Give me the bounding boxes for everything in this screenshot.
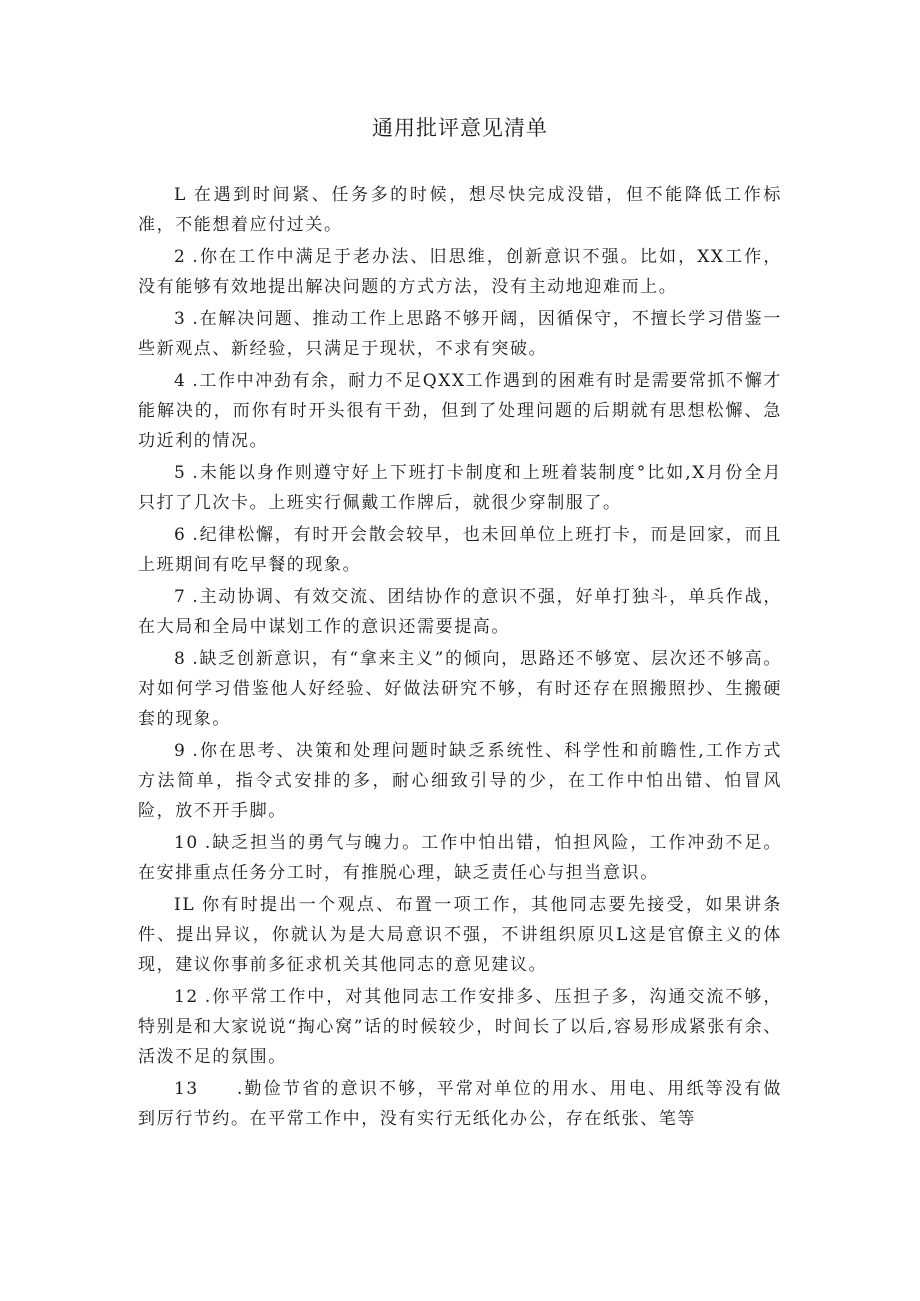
list-item	[138, 520, 782, 580]
document-title: 通用批评意见清单	[372, 116, 548, 140]
item-text: .主动协调、有效交流、团结协作的意识不强，好单打独斗，单兵作战，在大局和全局中谋划工作的意识还需要提高。	[138, 587, 782, 637]
item-text: .你平常工作中，对其他同志工作安排多、压担子多，沟通交流不够，特别是和大家说说“掏心窝”话的时候较少，时间长了以后,容易形成紧张有余、活泼不足的氛围。	[138, 987, 782, 1067]
list-item	[138, 890, 782, 980]
list-item	[138, 982, 782, 1072]
item-text: .你在思考、决策和处理问题时缺乏系统性、科学性和前瞻性,工作方式方法简单，指令式安排的多，耐心细致引导的少，在工作中怕出错、怕冒风险，放不开手脚。	[138, 741, 782, 821]
item-text: .在解决问题、推动工作上思路不够开阔，因循保守，不擅长学习借鉴一些新观点、新经验，只满足于现状，不求有突破。	[138, 309, 782, 359]
list-item	[138, 366, 782, 456]
item-text: 在遇到时间紧、任务多的时候，想尽快完成没错，但不能降低工作标准，不能想着应付过关。	[138, 185, 782, 235]
item-number: 5	[174, 463, 187, 483]
item-number: 3	[174, 309, 187, 329]
list-item	[138, 1074, 782, 1134]
list-item	[138, 304, 782, 364]
item-number: 9	[174, 741, 187, 761]
item-text: 你有时提出一个观点、布置一项工作，其他同志要先接受，如果讲条件、提出异议，你就认为是大局意识不强，不讲组织原贝L这是官僚主义的体现，建议你事前多征求机关其他同志的意见建议。	[138, 895, 782, 975]
list-item	[138, 458, 782, 518]
item-number: 2	[174, 247, 187, 267]
item-text: .缺乏担当的勇气与魄力。工作中怕出错，怕担风险，工作冲劲不足。在安排重点任务分工时，有推脱心理，缺乏责任心与担当意识。	[138, 833, 782, 883]
item-number: 12	[174, 987, 199, 1007]
item-text: .你在工作中满足于老办法、旧思维，创新意识不强。比如，XX工作，没有能够有效地提出解决问题的方式方法，没有主动地迎难而上。	[138, 247, 782, 297]
list-item	[138, 644, 782, 734]
list-item	[138, 242, 782, 302]
list-item	[138, 828, 782, 888]
item-number: 10	[174, 833, 199, 853]
list-item	[138, 180, 782, 240]
list-item	[138, 582, 782, 642]
item-number: 7	[174, 587, 187, 607]
item-text: .勤俭节省的意识不够，平常对单位的用水、用电、用纸等没有做到厉行节约。在平常工作中，没有实行无纸化办公，存在纸张、笔等	[138, 1079, 782, 1129]
item-text: .缺乏创新意识，有“拿来主义”的倾向，思路还不够宽、层次还不够高。对如何学习借鉴他人好经验、好做法研究不够，有时还存在照搬照抄、生搬硬套的现象。	[138, 649, 782, 729]
item-number: 8	[174, 649, 187, 669]
item-text: .工作中冲劲有余，耐力不足QXX工作遇到的困难有时是需要常抓不懈才能解决的，而你有时开头很有干劲，但到了处理问题的后期就有思想松懈、急功近利的情况。	[138, 371, 782, 451]
item-text: .未能以身作则遵守好上下班打卡制度和上班着装制度°比如,X月份全月只打了几次卡。上班实行佩戴工作牌后，就很少穿制服了。	[138, 463, 782, 513]
list-item	[138, 736, 782, 826]
item-number: 13	[174, 1079, 199, 1099]
item-number: 4	[174, 371, 187, 391]
item-text: .纪律松懈，有时开会散会较早，也未回单位上班打卡，而是回家，而且上班期间有吃早餐的现象。	[138, 525, 782, 575]
item-number: 6	[174, 525, 187, 545]
item-number: IL	[174, 895, 196, 915]
item-number: L	[174, 185, 187, 205]
